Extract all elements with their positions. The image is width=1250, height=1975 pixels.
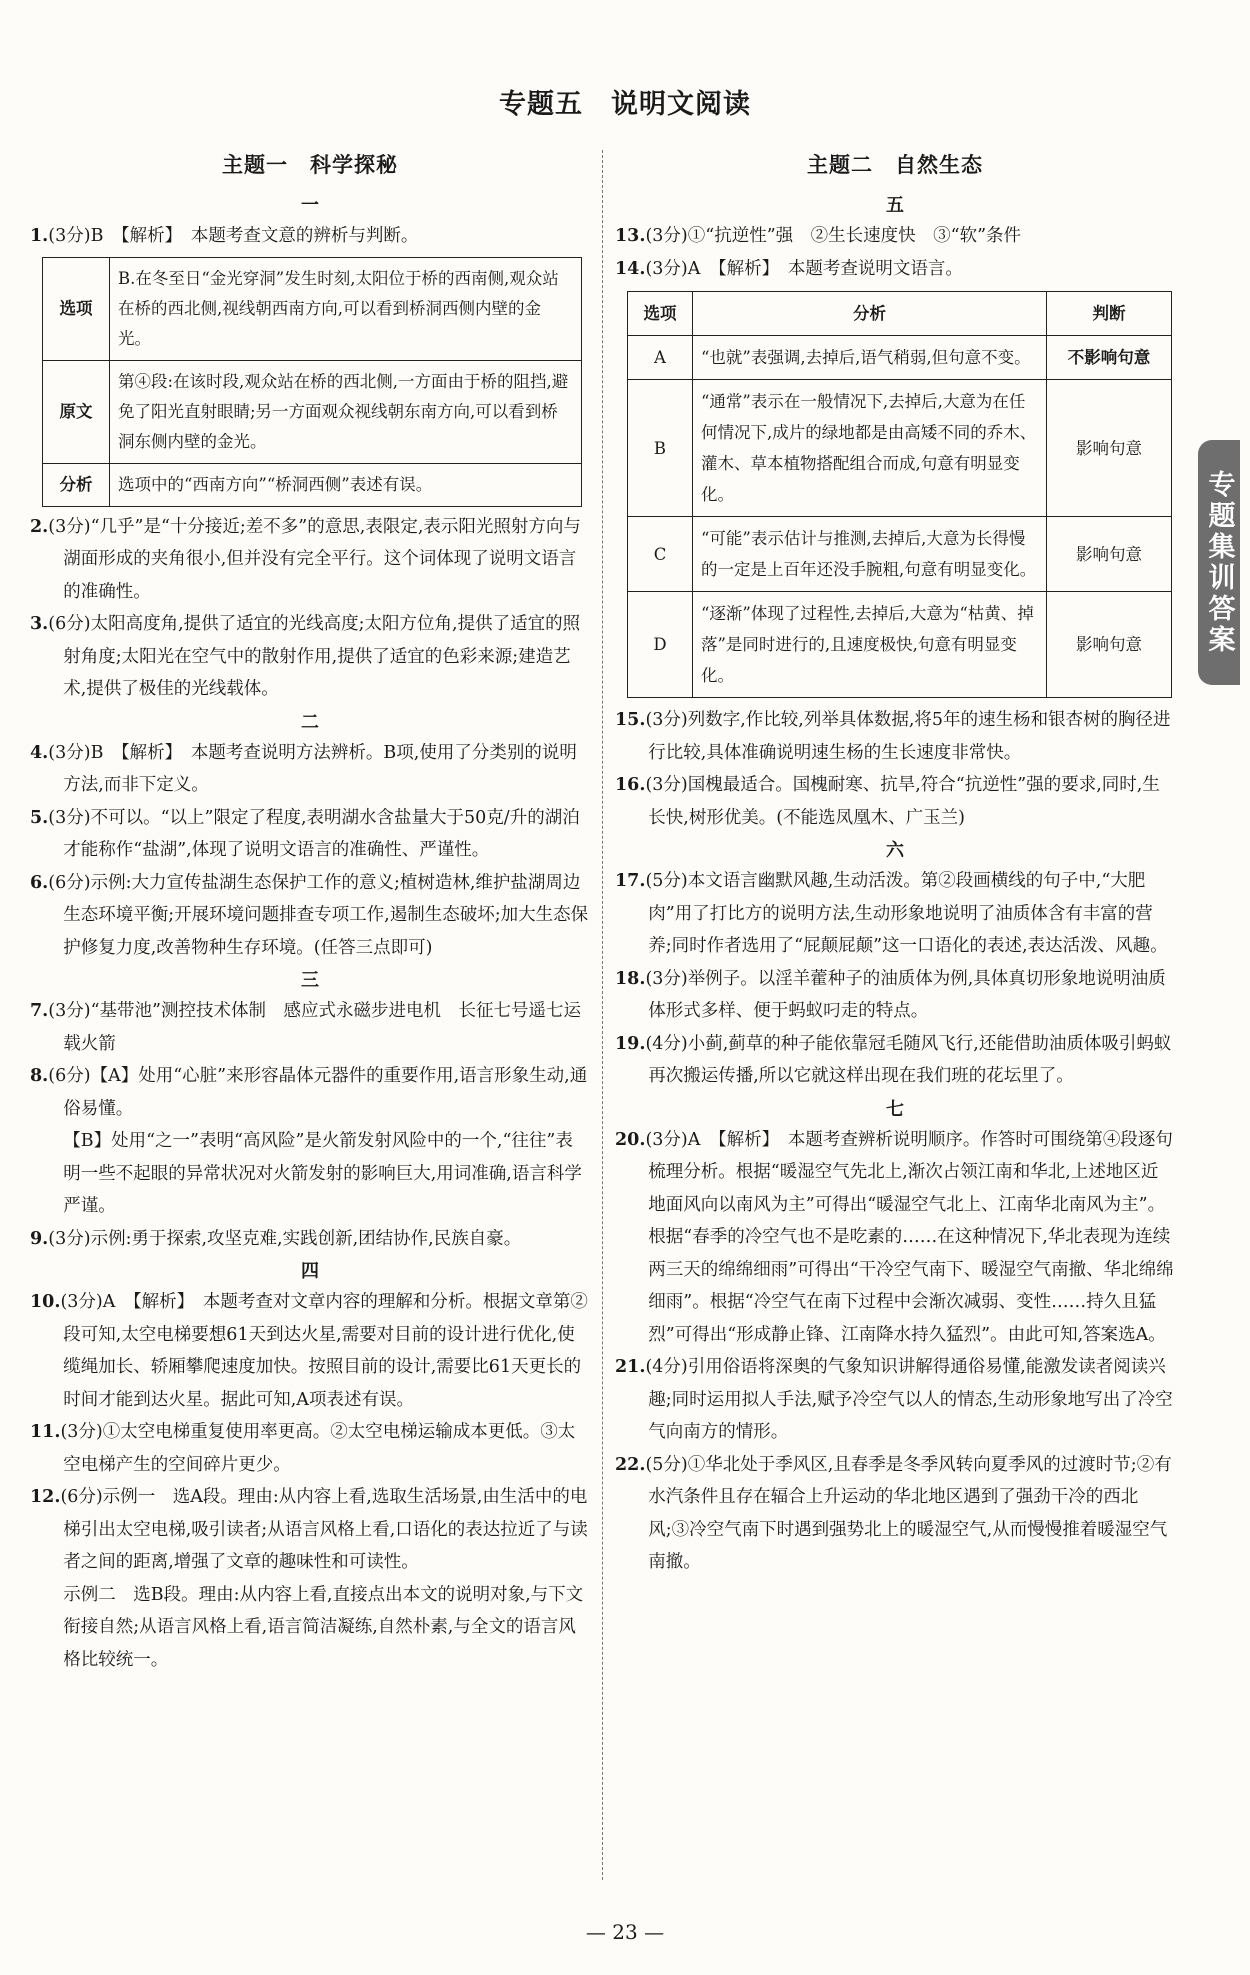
answer-item xyxy=(615,1351,1175,1449)
answer-item xyxy=(615,253,1175,286)
item-text: (3分)A 【解析】 本题考查说明文语言。 xyxy=(645,258,963,279)
item-number: 18. xyxy=(615,968,646,989)
answer-item xyxy=(30,1286,590,1416)
table-row xyxy=(43,257,582,360)
item-number: 5. xyxy=(30,807,49,828)
item-number: 2. xyxy=(30,516,49,537)
judgement-cell: 不影响句意 xyxy=(1047,336,1172,380)
item-number: 13. xyxy=(615,226,646,246)
item-text: (5分)本文语言幽默风趣,生动活泼。第②段画横线的句子中,“大肥肉”用了打比方的说明方法,生动形象地说明了油质体含有丰富的营养;同时作者选用了“屁颠屁颠”这一口语化的表述,表达活泼、风趣。 xyxy=(645,871,1168,956)
page-number: — 23 — xyxy=(585,1920,665,1944)
option-cell: A xyxy=(628,336,693,380)
judgement-cell: 影响句意 xyxy=(1047,592,1172,698)
item-text: (3分)举例子。以淫羊藿种子的油质体为例,具体真切形象地说明油质体形式多样、便于蚂蚁叼走的特点。 xyxy=(645,968,1166,1021)
answer-item xyxy=(30,802,590,867)
item-text: (3分)国槐最适合。国槐耐寒、抗旱,符合“抗逆性”强的要求,同时,生长快,树形优美。(不能选凤凰木、广玉兰) xyxy=(645,775,1160,828)
page-title: 专题五 说明文阅读 xyxy=(499,89,751,120)
theme-heading: 主题一 科学探秘 xyxy=(222,152,398,177)
analysis-table xyxy=(42,257,582,507)
item-text: (3分)“几乎”是“十分接近;差不多”的意思,表限定,表示阳光照射方向与湖面形成的夹角很小,但并没有完全平行。这个词体现了说明文语言的准确性。 xyxy=(48,516,581,602)
item-number: 1. xyxy=(30,226,49,246)
answer-continuation: 示例二 选B段。理由:从内容上看,直接点出本文的说明对象,与下文衔接自然;从语言风格上看,语言简洁凝练,自然朴素,与全文的语言风格比较统一。 xyxy=(63,1584,584,1670)
option-cell: D xyxy=(628,592,693,698)
table-row xyxy=(628,592,1172,698)
item-number: 9. xyxy=(30,1228,49,1249)
item-number: 11. xyxy=(30,1422,61,1442)
table-row xyxy=(43,463,582,506)
item-text: (3分)①太空电梯重复使用率更高。②太空电梯运输成本更低。③太空电梯产生的空间碎片更少。 xyxy=(60,1422,576,1475)
left-column xyxy=(30,145,590,1676)
item-number: 3. xyxy=(30,614,49,634)
answer-item xyxy=(30,511,590,609)
item-text: (4分)小蓟,蓟草的种子能依靠冠毛随风飞行,还能借助油质体吸引蚂蚁再次搬运传播,所以它就这样出现在我们班的花坛里了。 xyxy=(645,1033,1172,1086)
section-number: 七 xyxy=(886,1098,904,1120)
answer-continuation: 【B】处用“之一”表明“高风险”是火箭发射风险中的一个,“往往”表明一些不起眼的异常状况对火箭发射的影响巨大,用词准确,语言科学严谨。 xyxy=(63,1131,582,1216)
answer-item xyxy=(30,1416,590,1481)
answer-item xyxy=(30,867,590,965)
item-number: 17. xyxy=(615,871,646,891)
item-number: 4. xyxy=(30,742,49,763)
item-number: 21. xyxy=(615,1357,646,1377)
answer-item xyxy=(615,704,1175,769)
analysis-cell: “也就”表强调,去掉后,语气稍弱,但句意不变。 xyxy=(693,336,1047,380)
table-cell: B.在冬至日“金光穿洞”发生时刻,太阳位于桥的西南侧,观众站在桥的西北侧,视线朝西南方向,可以看到桥洞西侧内壁的金光。 xyxy=(110,257,582,360)
answer-item xyxy=(615,1449,1175,1579)
theme-heading: 主题二 自然生态 xyxy=(807,152,983,177)
answer-item xyxy=(30,995,590,1060)
option-cell: C xyxy=(628,517,693,592)
options-table xyxy=(627,291,1172,698)
item-text: (3分)示例:勇于探索,攻坚克难,实践创新,团结协作,民族自豪。 xyxy=(48,1228,522,1249)
item-number: 19. xyxy=(615,1033,646,1054)
item-text: (3分)列数字,作比较,列举具体数据,将5年的速生杨和银杏树的胸径进行比较,具体准确说明速生杨的生长速度非常快。 xyxy=(645,710,1171,763)
column-header: 判断 xyxy=(1047,292,1172,336)
answer-item xyxy=(615,1028,1175,1093)
answer-item xyxy=(30,608,590,706)
item-text: (3分)①“抗逆性”强 ②生长速度快 ③“软”条件 xyxy=(645,226,1022,246)
option-cell: B xyxy=(628,380,693,517)
item-number: 22. xyxy=(615,1454,646,1475)
answer-item xyxy=(615,1124,1175,1352)
answer-item xyxy=(30,1060,590,1125)
section-number: 一 xyxy=(301,195,319,216)
item-text: (3分)不可以。“以上”限定了程度,表明湖水含盐量大于50克/升的湖泊才能称作“盐湖”,体现了说明文语言的准确性、严谨性。 xyxy=(48,807,580,860)
table-row xyxy=(628,336,1172,380)
item-text: (3分)B 【解析】 本题考查说明方法辨析。B项,使用了分类别的说明方法,而非下定义。 xyxy=(48,742,577,795)
item-number: 8. xyxy=(30,1066,49,1086)
item-number: 12. xyxy=(30,1487,61,1507)
table-row xyxy=(43,360,582,463)
answer-item xyxy=(30,1223,590,1256)
item-text: (6分)太阳高度角,提供了适宜的光线高度;太阳方位角,提供了适宜的照射角度;太阳光在空气中的散射作用,提供了适宜的色彩来源;建造艺术,提供了极佳的光线载体。 xyxy=(48,614,581,699)
item-number: 14. xyxy=(615,258,646,279)
item-text: (3分)A 【解析】 本题考查辨析说明顺序。作答时可围绕第④段逐句梳理分析。根据“暖湿空气先北上,渐次占领江南和华北,上述地区近地面风向以南风为主”可得出“暖湿空气北上、江南华北南风为主”。根据“春季的冷空气也不是吃素的……在这种情况下,华北表现为连续两三天的绵绵细雨”可得出“干冷空气南下、暖湿空气南撤、华北绵绵细雨”。根据“冷空气在南下过程中会渐次减弱、变性……持久且猛烈”可得出“形成静止锋、江南降水持久猛烈”。由此可知,答案选A。 xyxy=(645,1129,1174,1345)
item-text: (5分)①华北处于季风区,且春季是冬季风转向夏季风的过渡时节;②有水汽条件且存在辐合上升运动的华北地区遇到了强劲干冷的西北风;③冷空气南下时遇到强势北上的暖湿空气,从而慢慢推着暖湿空气南撤。 xyxy=(645,1454,1172,1572)
section-number: 六 xyxy=(886,840,904,861)
item-text: (6分)示例一 选A段。理由:从内容上看,选取生活场景,由生活中的电梯引出太空电梯,吸引读者;从语言风格上看,口语化的表达拉近了与读者之间的距离,增强了文章的趣味性和可读性。 xyxy=(60,1487,588,1572)
side-tab: 专题集训答案 xyxy=(1198,440,1240,685)
table-cell: 选项中的“西南方向”“桥洞西侧”表述有误。 xyxy=(110,463,582,506)
table-cell: 第④段:在该时段,观众站在桥的西北侧,一方面由于桥的阻挡,避免了阳光直射眼睛;另一方面观众视线朝东南方向,可以看到桥洞东侧内壁的金光。 xyxy=(110,360,582,463)
row-header: 原文 xyxy=(43,360,110,463)
row-header: 分析 xyxy=(43,463,110,506)
item-number: 15. xyxy=(615,710,646,730)
table-header-row xyxy=(628,292,1172,336)
column-header: 选项 xyxy=(628,292,693,336)
judgement-cell: 影响句意 xyxy=(1047,380,1172,517)
analysis-cell: “逐渐”体现了过程性,去掉后,大意为“枯黄、掉落”是同时进行的,且速度极快,句意有明显变化。 xyxy=(693,592,1047,698)
column-header: 分析 xyxy=(693,292,1047,336)
item-number: 20. xyxy=(615,1129,646,1150)
item-number: 7. xyxy=(30,1001,49,1021)
answer-item xyxy=(30,737,590,802)
answer-item xyxy=(615,865,1175,963)
item-number: 6. xyxy=(30,872,49,893)
table-row xyxy=(628,517,1172,592)
judgement-cell: 影响句意 xyxy=(1047,517,1172,592)
answer-item xyxy=(615,963,1175,1028)
table-row xyxy=(628,380,1172,517)
item-text: (6分)示例:大力宣传盐湖生态保护工作的意义;植树造林,维护盐湖周边生态环境平衡;开展环境问题排查专项工作,遏制生态破坏;加大生态保护修复力度,改善物种生存环境。(任答三点即可) xyxy=(48,872,589,958)
analysis-cell: “可能”表示估计与推测,去掉后,大意为长得慢的一定是上百年还没手腕粗,句意有明显变化。 xyxy=(693,517,1047,592)
item-text: (4分)引用俗语将深奥的气象知识讲解得通俗易懂,能激发读者阅读兴趣;同时运用拟人手法,赋予冷空气以人的情态,生动形象地写出了冷空气向南方的情形。 xyxy=(645,1357,1173,1442)
answer-item xyxy=(615,220,1175,253)
section-number: 五 xyxy=(886,195,904,216)
item-number: 10. xyxy=(30,1292,61,1312)
item-text: (6分)【A】处用“心脏”来形容晶体元器件的重要作用,语言形象生动,通俗易懂。 xyxy=(48,1066,588,1119)
row-header: 选项 xyxy=(43,257,110,360)
section-number: 二 xyxy=(301,711,319,733)
item-text: (3分)B 【解析】 本题考查文意的辨析与判断。 xyxy=(48,226,419,246)
section-number: 四 xyxy=(301,1261,319,1282)
section-number: 三 xyxy=(301,970,319,991)
answer-item xyxy=(30,1481,590,1579)
analysis-cell: “通常”表示在一般情况下,去掉后,大意为在任何情况下,成片的绿地都是由高矮不同的乔木、灌木、草本植物搭配组合而成,句意有明显变化。 xyxy=(693,380,1047,517)
answer-item xyxy=(615,769,1175,834)
column-divider xyxy=(602,150,603,1880)
item-text: (3分)A 【解析】 本题考查对文章内容的理解和分析。根据文章第②段可知,太空电梯要想61天到达火星,需要对目前的设计进行优化,使缆绳加长、轿厢攀爬速度加快。按照目前的设计,需要比61天更长的时间才能到达火星。据此可知,A项表述有误。 xyxy=(60,1292,588,1410)
item-text: (3分)“基带池”测控技术体制 感应式永磁步进电机 长征七号遥七运载火箭 xyxy=(48,1001,581,1054)
answer-item xyxy=(30,220,590,253)
right-column xyxy=(615,145,1175,1579)
item-number: 16. xyxy=(615,775,646,795)
